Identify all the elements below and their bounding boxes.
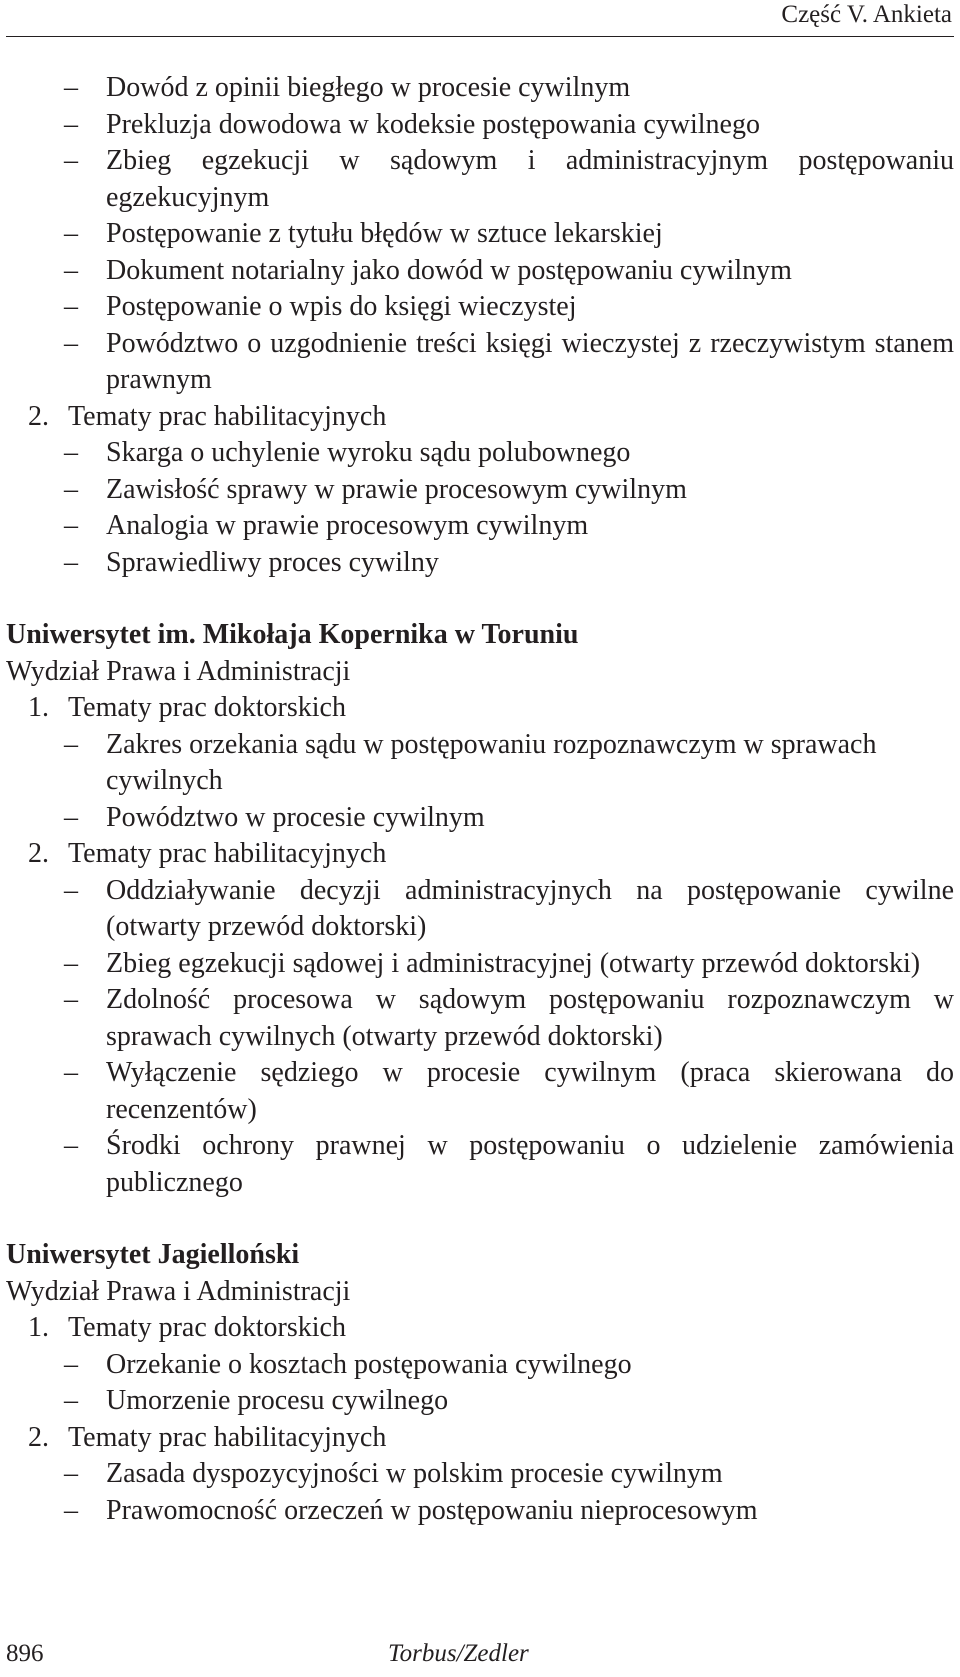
dash-bullet: –: [64, 218, 78, 249]
publisher-name: Torbus/Zedler: [388, 1640, 529, 1667]
page-number: 896: [6, 1640, 44, 1667]
list-item: – Środki ochrony prawnej w postępowaniu o udzielenie zamówienia publicznego: [6, 1128, 954, 1201]
list-item: – Dowód z opinii biegłego w procesie cywilnym: [6, 70, 954, 107]
list-item: – Orzekanie o kosztach postępowania cywilnego: [6, 1347, 954, 1384]
university-heading: Uniwersytet Jagielloński: [6, 1239, 300, 1270]
dash-bullet: –: [64, 1385, 78, 1416]
list-item: – Umorzenie procesu cywilnego: [6, 1383, 954, 1420]
dash-bullet: –: [64, 1057, 78, 1088]
list-item: – Powództwo o uzgodnienie treści księgi wieczystej z rzeczywistym stanem prawnym: [6, 326, 954, 399]
dash-bullet: –: [64, 72, 78, 103]
dash-bullet: –: [64, 437, 78, 468]
list-item: – Powództwo w procesie cywilnym: [6, 800, 954, 837]
dash-bullet: –: [64, 1458, 78, 1489]
dash-bullet: –: [64, 1130, 78, 1161]
dash-bullet: –: [64, 874, 78, 906]
list-item: – Analogia w prawie procesowym cywilnym: [6, 508, 954, 545]
dash-bullet: –: [64, 108, 78, 140]
list-item: – Zdolność procesowa w sądowym postępowaniu rozpoznawczym w sprawach cywilnych (otwarty przewód doktorski): [6, 982, 954, 1055]
list-item: – Dokument notarialny jako dowód w postępowaniu cywilnym: [6, 253, 954, 290]
list-item: – Skarga o uchylenie wyroku sądu polubownego: [6, 435, 954, 472]
list-item: – Prawomocność orzeczeń w postępowaniu nieprocesowym: [6, 1493, 954, 1530]
dash-bullet: –: [64, 546, 78, 578]
list-item: – Prekluzja dowodowa w kodeksie postępowania cywilnego: [6, 107, 954, 144]
dash-bullet: –: [64, 984, 78, 1015]
page-footer: [6, 1636, 954, 1672]
list-item: – Postępowanie o wpis do księgi wieczystej: [6, 289, 954, 326]
section-heading: 1. Tematy prac doktorskich: [28, 692, 346, 723]
faculty-heading: Wydział Prawa i Administracji: [6, 655, 351, 687]
list-item: – Zawisłość sprawy w prawie procesowym cywilnym: [6, 472, 954, 509]
section-heading: 2. Tematy prac habilitacyjnych: [28, 1421, 387, 1453]
list-item: – Wyłączenie sędziego w procesie cywilnym (praca skierowana do recenzentów): [6, 1055, 954, 1128]
university-heading: Uniwersytet im. Mikołaja Kopernika w Toruniu: [6, 619, 579, 650]
faculty-heading: Wydział Prawa i Administracji: [6, 1275, 351, 1307]
dash-bullet: –: [64, 254, 78, 286]
list-item: – Postępowanie z tytułu błędów w sztuce lekarskiej: [6, 216, 954, 253]
dash-bullet: –: [64, 1348, 78, 1380]
list-item: – Sprawiedliwy proces cywilny: [6, 545, 954, 582]
section-heading: 1. Tematy prac doktorskich: [28, 1312, 346, 1343]
dash-bullet: –: [64, 327, 78, 359]
running-header: Część V. Ankieta: [781, 1, 952, 28]
section-heading: 2. Tematy prac habilitacyjnych: [28, 838, 387, 869]
list-item: – Zbieg egzekucji sądowej i administracyjnej (otwarty przewód doktorski): [6, 946, 954, 983]
list-item: – Zbieg egzekucji w sądowym i administracyjnym postępowaniu egzekucyjnym: [6, 143, 954, 216]
dash-bullet: –: [64, 947, 78, 979]
section-heading: 2. Tematy prac habilitacyjnych: [28, 400, 387, 432]
list-item: – Oddziaływanie decyzji administracyjnych na postępowanie cywilne (otwarty przewód doktorski): [6, 873, 954, 946]
page-body: [6, 70, 954, 1529]
dash-bullet: –: [64, 801, 78, 833]
dash-bullet: –: [64, 145, 78, 176]
list-item: – Zakres orzekania sądu w postępowaniu rozpoznawczym w sprawach cywilnych: [6, 727, 954, 800]
dash-bullet: –: [64, 1494, 78, 1526]
list-item: – Zasada dyspozycyjności w polskim procesie cywilnym: [6, 1456, 954, 1493]
dash-bullet: –: [64, 728, 78, 760]
dash-bullet: –: [64, 510, 78, 541]
header-rule: [6, 36, 954, 37]
dash-bullet: –: [64, 473, 78, 505]
dash-bullet: –: [64, 291, 78, 322]
